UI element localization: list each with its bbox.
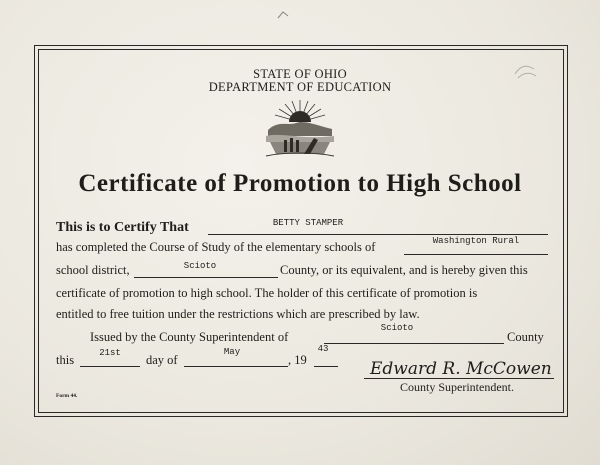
district-county: Scioto — [183, 261, 217, 271]
issued-county: Scioto — [380, 323, 414, 333]
superintendent-signature: Edward R. McCowen — [370, 359, 552, 379]
student-name-line — [208, 234, 548, 235]
line5-text: entitled to free tuition under the restrictions which are prescribed by law. — [56, 307, 420, 321]
form-number: Form 44. — [56, 393, 78, 399]
signature-title: County Superintendent. — [400, 380, 514, 394]
this-label: this — [56, 353, 75, 367]
year-prefix: , 19 — [288, 353, 307, 367]
paper-mark-icon — [276, 10, 290, 20]
day-of-label: day of — [146, 353, 178, 367]
school-name: Washington Rural — [432, 236, 520, 246]
certify-label: This is to Certify That — [56, 220, 189, 235]
header-state: STATE OF OHIO — [253, 67, 347, 81]
month-line — [184, 366, 288, 367]
state-seal-icon — [262, 96, 338, 162]
school-name-line — [404, 254, 548, 255]
year-value: 43 — [317, 344, 329, 354]
district-county-line — [134, 277, 278, 278]
line2-text: has completed the Course of Study of the elementary schools of — [56, 240, 376, 254]
line3-prefix: school district, — [56, 263, 130, 277]
signature-line — [364, 378, 554, 379]
student-name: BETTY STAMPER — [272, 218, 344, 228]
day-value: 21st — [99, 348, 121, 358]
issued-prefix: Issued by the County Superintendent of — [90, 330, 289, 344]
day-line — [80, 366, 140, 367]
header-department: DEPARTMENT OF EDUCATION — [208, 80, 392, 94]
line3-suffix: County, or its equivalent, and is hereby given this — [280, 263, 528, 277]
year-line — [314, 366, 338, 367]
issued-county-line — [324, 343, 504, 344]
month-value: May — [223, 347, 241, 357]
issued-suffix: County — [507, 330, 544, 344]
line4-text: certificate of promotion to high school. The holder of this certificate of promotion is — [56, 286, 478, 300]
certificate-title: Certificate of Promotion to High School — [78, 170, 522, 197]
